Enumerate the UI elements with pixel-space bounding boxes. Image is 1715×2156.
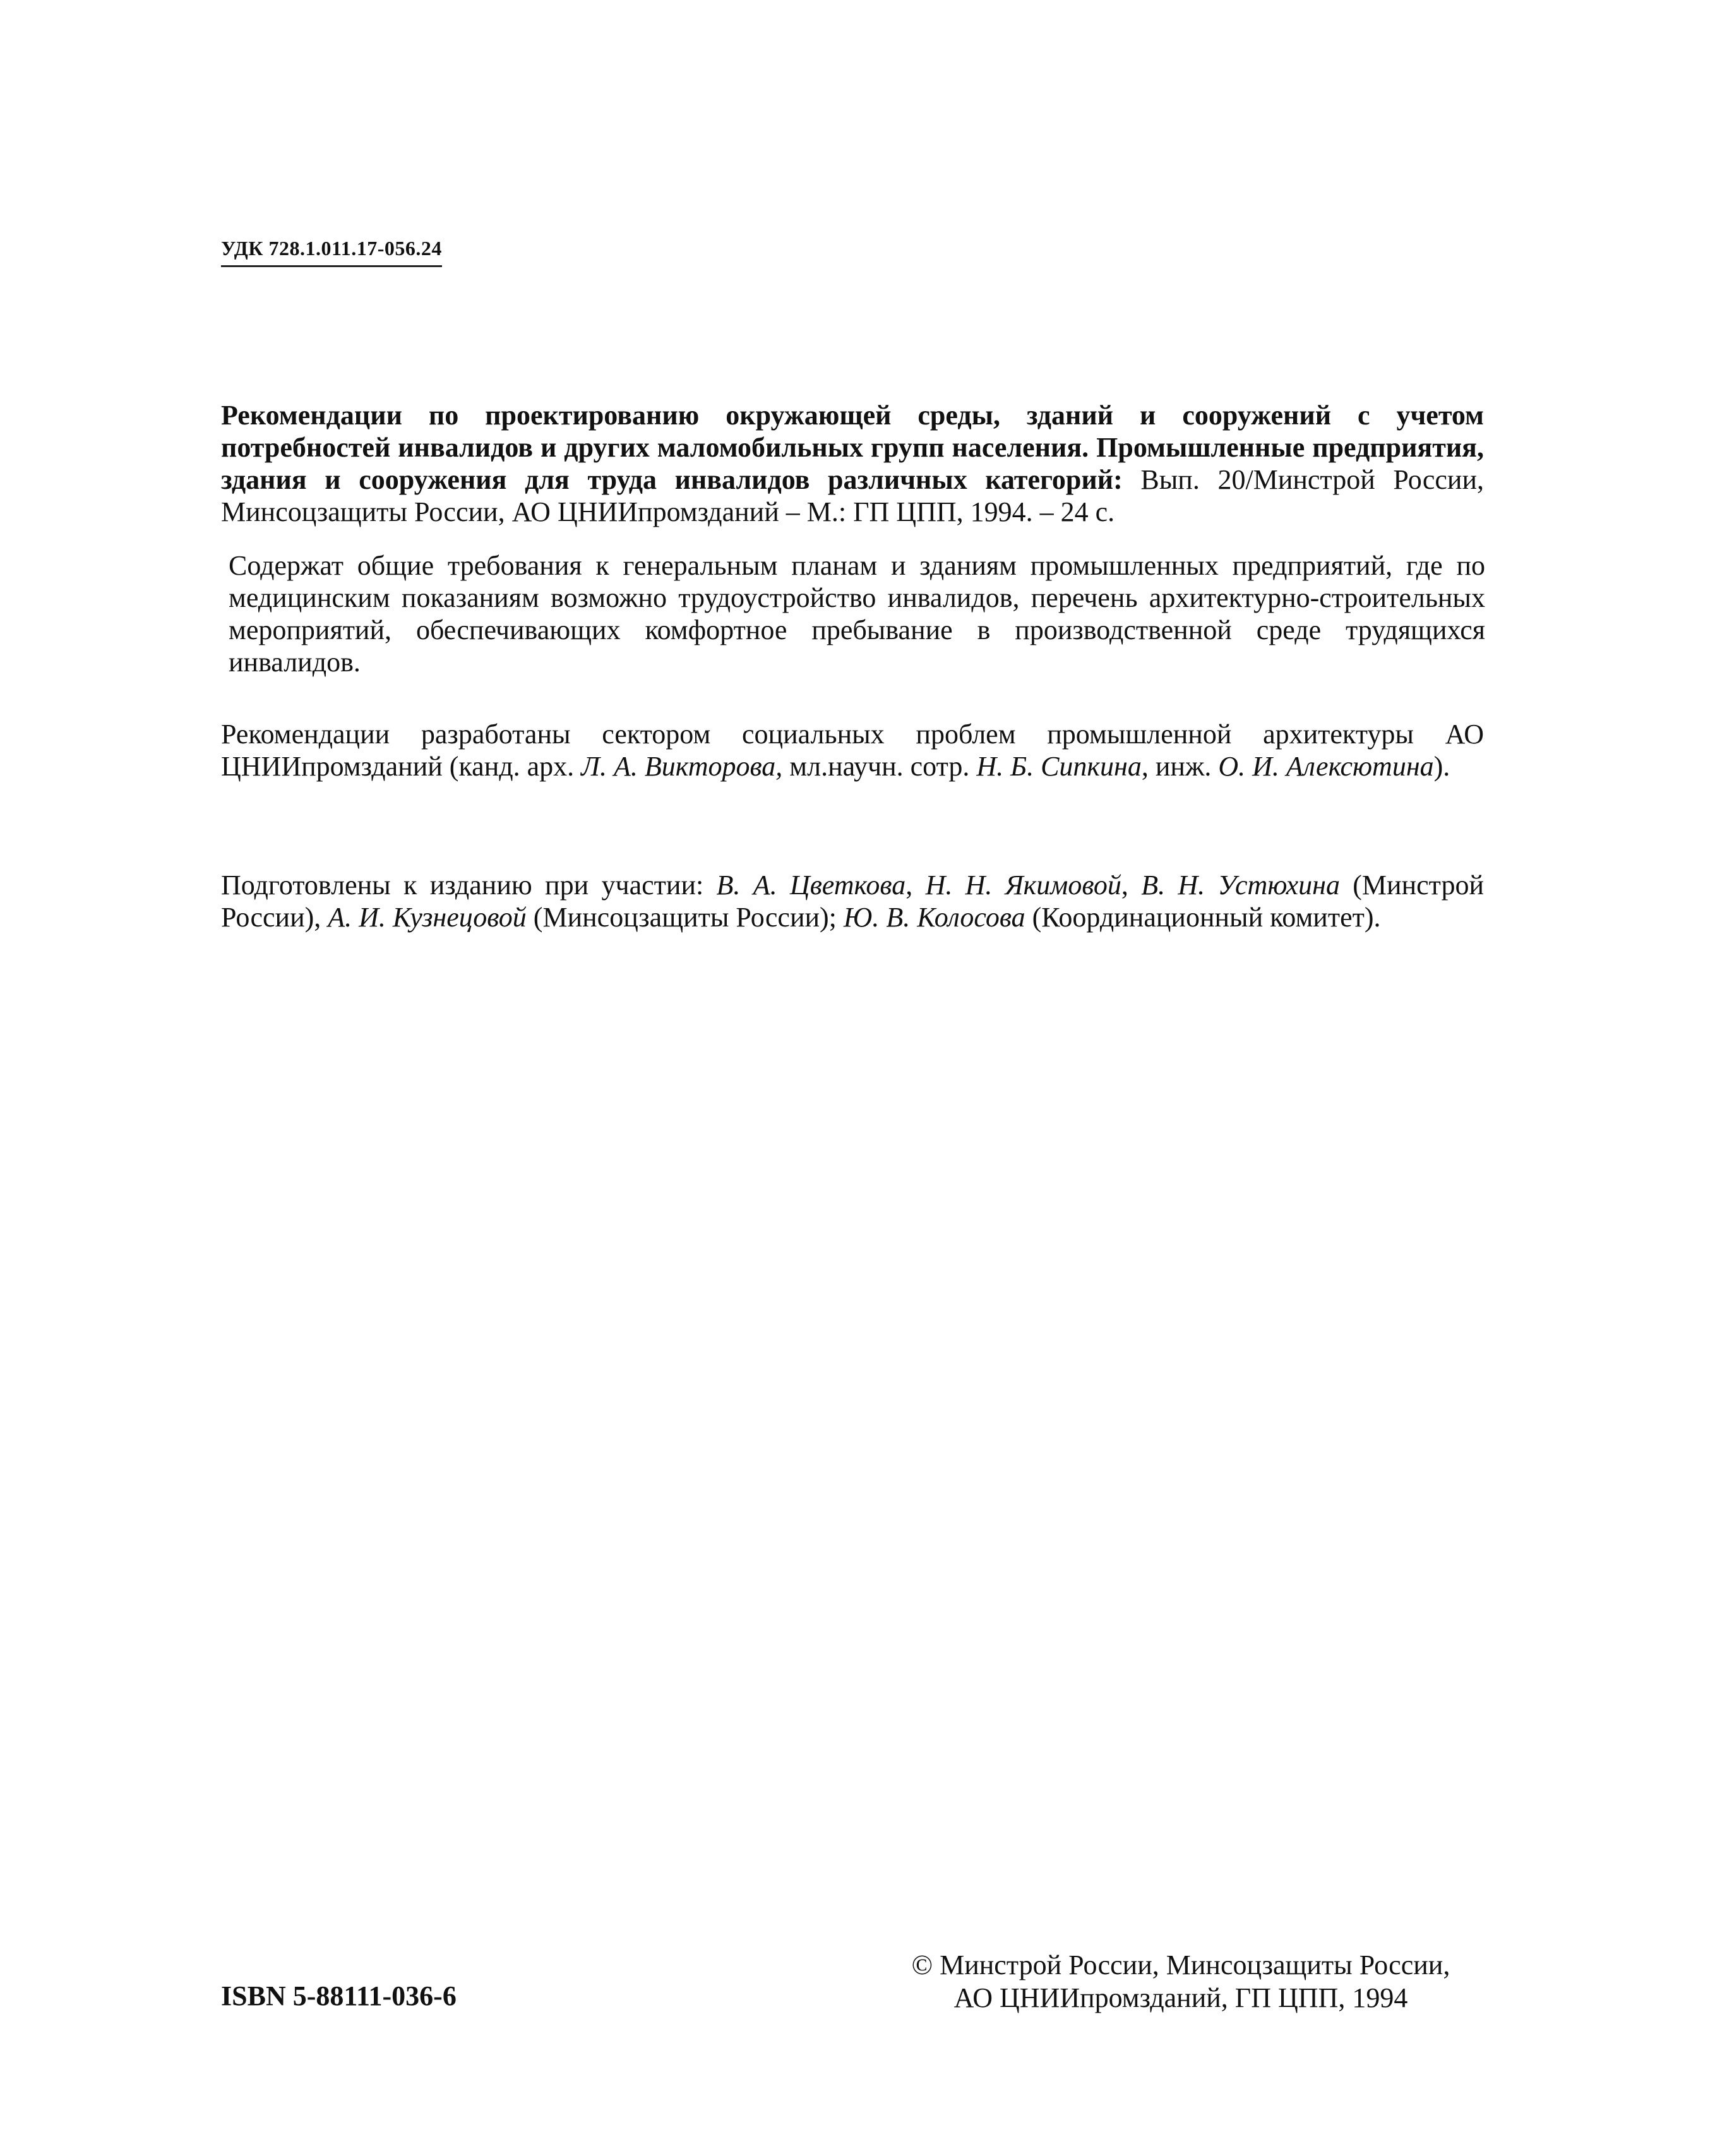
bibliographic-description [221, 399, 1484, 528]
copyright-line-1: © Минстрой России, Минсоцзащиты России, [911, 1949, 1450, 1980]
developers-text: мл.научн. сотр. [782, 751, 977, 782]
publication-title: Рекомендации по проектированию окружающей среды, зданий и сооружений с учетом потребностей инвалидов и других маломобильных групп населения. Промышленные предприятия, здания и сооружения для труда инвалидов различных категорий: [221, 400, 1484, 495]
contributor-name: А. И. Кузнецовой [328, 902, 527, 933]
summary-paragraph: Содержат общие требования к генеральным планам и зданиям промышленных предприятий, где по медицинским показаниям возможно трудоустройство инвалидов, перечень архитектурно-строительных мероприятий, обеспечивающих комфортное пребывание в производственной среде трудящихся инвалидов. [229, 550, 1485, 678]
developers-text: ). [1433, 751, 1450, 782]
developers-paragraph [221, 718, 1484, 782]
contributor-name: Н. Н. Якимовой [925, 870, 1121, 901]
developers-text: , инж. [1141, 751, 1219, 782]
contributor-name: В. Н. Устюхина [1141, 870, 1340, 901]
prepared-paragraph [221, 869, 1484, 933]
copyright-line-2: АО ЦНИИпромзданий, ГП ЦПП, 1994 [953, 1982, 1408, 2013]
author-name: Н. Б. Сипкина [976, 751, 1142, 782]
prepared-text: (Координационный комитет). [1025, 902, 1381, 933]
author-name: О. И. Алексютина [1218, 751, 1434, 782]
isbn: ISBN 5-88111-036-6 [221, 1980, 457, 2011]
copyright-notice [878, 1949, 1484, 2015]
prepared-text: (Минстрой России), [221, 870, 1484, 933]
prepared-text: , [905, 870, 926, 901]
udk-code: УДК 728.1.011.17-056.24 [221, 237, 442, 267]
publication-imprint: Вып. 20/Минстрой России, Минсоцзащиты России, АО ЦНИИпромзданий – М.: ГП ЦПП, 1994. – 24 с. [221, 464, 1484, 527]
developers-text: Рекомендации разработаны сектором социальных проблем промышленной архитектуры АО ЦНИИпромзданий (канд. арх. [221, 719, 1484, 782]
prepared-text: (Минсоцзащиты России); [526, 902, 844, 933]
prepared-text: Подготовлены к изданию при участии: [221, 870, 717, 901]
author-name: Л. А. Викторова, [581, 751, 783, 782]
contributor-name: Ю. В. Колосова [843, 902, 1025, 933]
prepared-text: , [1121, 870, 1142, 901]
contributor-name: В. А. Цветкова [716, 870, 906, 901]
